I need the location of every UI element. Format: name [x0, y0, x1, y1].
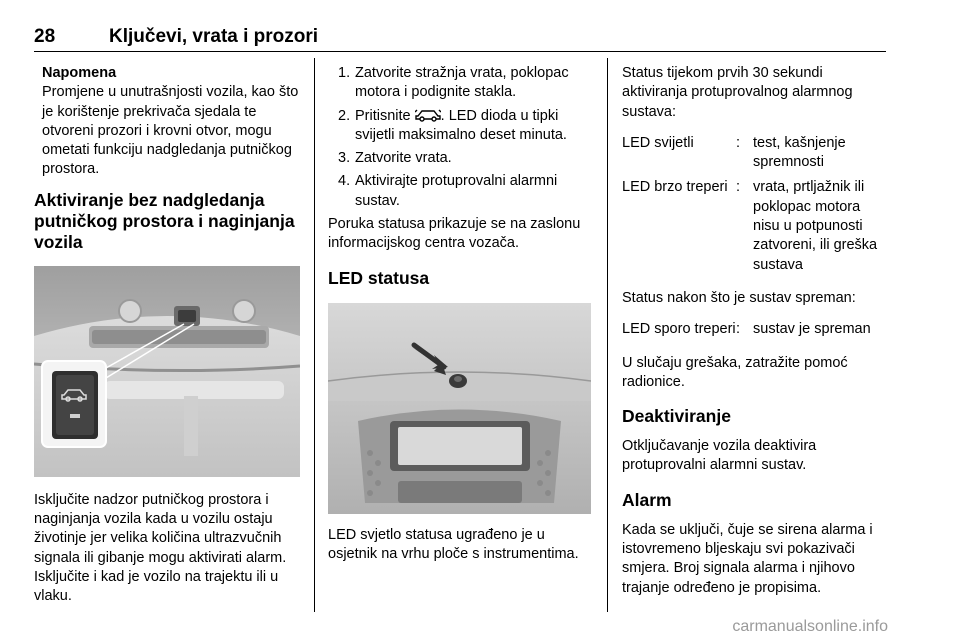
column-3: [622, 64, 890, 598]
car-tilt-icon: [415, 108, 441, 122]
table-row: LED brzo treperi : vrata, prtljažnik ili poklopac motora nisu u potpunosti zatvoreni, ili greška sustava: [622, 179, 878, 273]
header-rule: [34, 51, 886, 52]
led-caption: LED svjetlo statusa ugrađeno je u osjetnik na vrhu ploče s instrumentima.: [328, 526, 579, 562]
status-table-initial: [622, 134, 890, 281]
section-heading-alarm: Alarm: [622, 489, 672, 510]
alarm-text: Kada se uključi, čuje se sirena alarma i istovremeno bljeskaju svi pokazivači smjera. Broj signala alarma i njihovo trajanje određeno je propisima.: [622, 521, 873, 596]
ready-intro: Status nakon što je sustav spreman:: [622, 289, 856, 306]
steps-list: [328, 64, 598, 211]
dashboard-led-photo: [328, 303, 591, 514]
error-text: U slučaju grešaka, zatražite pomoć radionice.: [622, 354, 848, 390]
list-item: 3. Zatvorite vrata.: [338, 150, 452, 167]
table-row: LED sporo treperi : sustav je spreman: [622, 321, 871, 338]
note-box: [34, 64, 300, 180]
column-1: [34, 64, 300, 607]
section-heading-deactivation: Deaktiviranje: [622, 406, 731, 427]
list-item: 2. Pritisnite . LED dioda u tipki svijetli maksimalno deset minuta.: [338, 107, 567, 143]
note-title: Napomena: [42, 65, 117, 81]
overhead-console-illustration: [34, 266, 300, 477]
status-intro: Status tijekom prvih 30 sekundi aktiviranja protuprovalnog alarmnog sustava:: [622, 65, 853, 120]
overhead-console-photo: [34, 266, 300, 477]
column-divider-1: [314, 58, 315, 612]
status-table-ready: [622, 320, 890, 345]
section-heading-led-status: LED statusa: [328, 267, 430, 288]
section-heading-activation: Aktiviranje bez nadgledanja putničkog prostora i naginjanja vozila: [34, 189, 295, 252]
column-2: [328, 64, 598, 564]
status-message-text: Poruka statusa prikazuje se na zaslonu informacijskog centra vozača.: [328, 216, 581, 252]
page-header: [34, 26, 886, 52]
column-divider-2: [607, 58, 608, 612]
dashboard-illustration: [328, 303, 591, 514]
watermark: carmanualsonline.info: [732, 618, 888, 635]
list-item: 4. Aktivirajte protuprovalni alarmni sustav.: [338, 173, 558, 209]
table-row: LED svijetli : test, kašnjenje spremnosti: [622, 134, 846, 171]
activation-paragraph: Isključite nadzor putničkog prostora i naginjanja vozila kada u vozilu ostaju životinje jer velika količina ultrazvučnih signala ili gibanje mogu aktivirati alarm. Isključite i kad je vozilo na trajektu ili u vlaku.: [34, 491, 287, 605]
note-text: Promjene u unutrašnjosti vozila, kao što je korištenje prekrivača sjedala te otvoreni prozori i krovni otvor, mogu ometati funkciju nadgledanja putničkog prostora.: [42, 84, 299, 178]
running-title: Ključevi, vrata i prozori: [109, 26, 319, 47]
page-number: 28: [34, 26, 56, 47]
list-item: 1. Zatvorite stražnja vrata, poklopac motora i podignite stakla.: [338, 65, 569, 101]
deactivation-text: Otključavanje vozila deaktivira protuprovalni alarmni sustav.: [622, 438, 817, 474]
